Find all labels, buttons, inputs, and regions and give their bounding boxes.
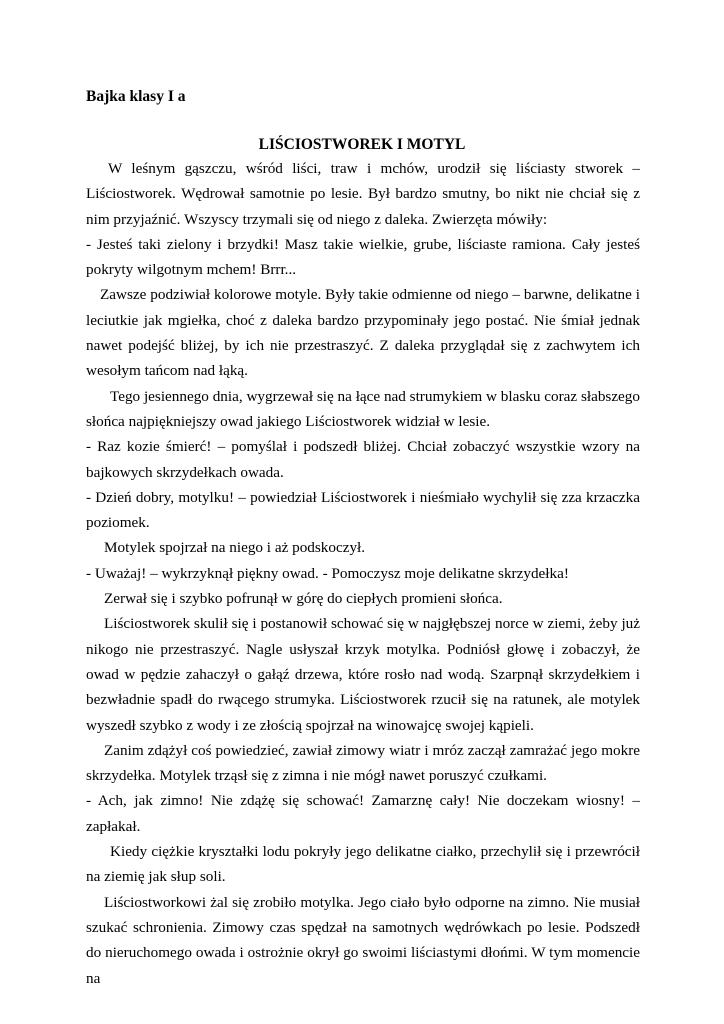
paragraph: Tego jesiennego dnia, wygrzewał się na łące nad strumykiem w blasku coraz słabszego słońca najpiękniejszy owad jakiego Liściostworek widział w lesie.	[86, 387, 640, 430]
class-heading: Bajka klasy I a	[86, 88, 186, 105]
paragraph: Liściostworek skulił się i postanowił schować się w najgłębszej norce w ziemi, żeby już nikogo nie przestraszyć. Nagle usłyszał krzyk motylka. Podniósł głowę i zobaczył, że owad w pędzie zahaczył o gałąź drzewa, które rosło nad wodą. Szarpnął skrzydełkiem i bezwładnie spadł do rwącego strumyka. Liściostworek rzucił się na ratunek, ale motylek wyszedł szybko z wody i ze złością spojrzał na winowajcę swojej kąpieli.	[86, 615, 640, 734]
paragraph: Liściostworkowi żal się zrobiło motylka. Jego ciało było odporne na zimno. Nie musiał szukać schronienia. Zimowy czas spędzał na samotnych wędrówkach po lesie. Podszedł do nieruchomego owada i ostrożnie okrył go swoimi liściastymi dłońmi. W tym momencie na	[86, 893, 640, 987]
paragraph: W leśnym gąszczu, wśród liści, traw i mchów, urodził się liściasty stworek – Liściostworek. Wędrował samotnie po lesie. Był bardzo smutny, bo nikt nie chciał się z nim przyjaźnić. Wszyscy trzymali się od niego z daleka. Zwierzęta mówiły:	[86, 160, 640, 228]
paragraph: - Jesteś taki zielony i brzydki! Masz takie wielkie, grube, liściaste ramiona. Cały jesteś pokryty wilgotnym mchem! Brrr...	[86, 235, 640, 279]
paragraph: Zanim zdążył coś powiedzieć, zawiał zimowy wiatr i mróz zaczął zamrażać jego mokre skrzydełka. Motylek trząsł się z zimna i nie mógł nawet poruszyć czułkami.	[86, 741, 640, 785]
paragraph: Zawsze podziwiał kolorowe motyle. Były takie odmienne od niego – barwne, delikatne i leciutkie jak mgiełka, choć z daleka bardzo przypominały jego postać. Nie śmiał jednak nawet podejść bliżej, by ich nie przestraszyć. Z daleka przyglądał się z zachwytem ich wesołym tańcom nad łąką.	[86, 286, 640, 380]
paragraph: - Raz kozie śmierć! – pomyślał i podszedł bliżej. Chciał zobaczyć wszystkie wzory na bajkowych skrzydełkach owada.	[86, 438, 640, 481]
paragraph: Kiedy ciężkie kryształki lodu pokryły jego delikatne ciałko, przechylił się i przewrócił na ziemię jak słup soli.	[86, 843, 640, 886]
paragraph: Zerwał się i szybko pofrunął w górę do ciepłych promieni słońca.	[104, 590, 503, 608]
paragraph: - Uważaj! – wykrzyknął piękny owad. - Pomoczysz moje delikatne skrzydełka!	[86, 564, 569, 582]
paragraph: - Dzień dobry, motylku! – powiedział Liściostworek i nieśmiało wychylił się zza krzaczka poziomek.	[86, 488, 640, 532]
paragraph: - Ach, jak zimno! Nie zdążę się schować! Zamarznę cały! Nie doczekam wiosny! – zapłakał.	[86, 792, 640, 835]
story-body	[86, 156, 640, 991]
story-title: LIŚCIOSTWOREK I MOTYL	[258, 136, 466, 153]
paragraph: Motylek spojrzał na niego i aż podskoczył.	[104, 539, 366, 557]
